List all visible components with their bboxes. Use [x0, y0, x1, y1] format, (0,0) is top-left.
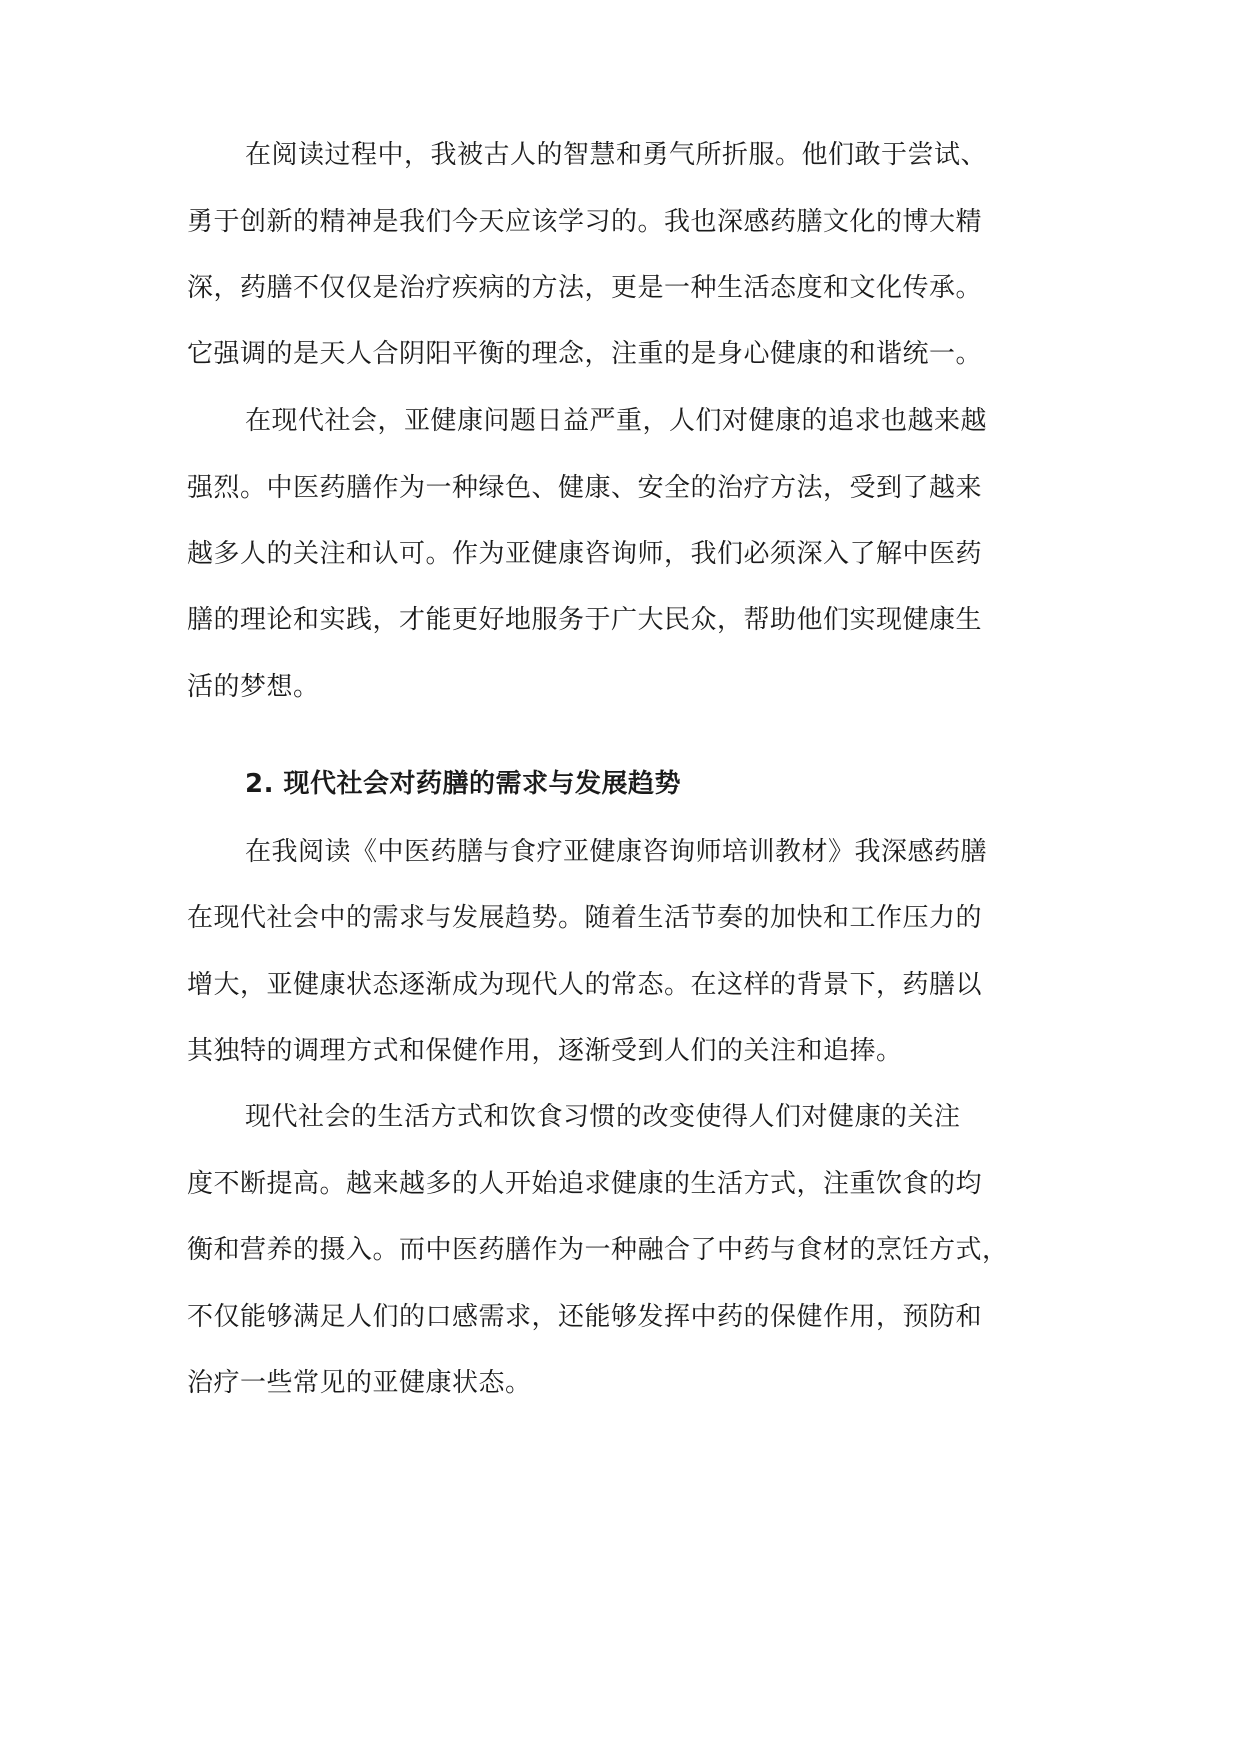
paragraph-3-line-3: 增大，亚健康状态逐渐成为现代人的常态。在这样的背景下，药膳以 [187, 970, 983, 1000]
paragraph-1-line-2: 勇于创新的精神是我们今天应该学习的。我也深感药膳文化的博大精 [187, 207, 983, 237]
paragraph-3-line-2: 在现代社会中的需求与发展趋势。随着生活节奏的加快和工作压力的 [187, 903, 983, 933]
paragraph-2-line-3: 越多人的关注和认可。作为亚健康咨询师，我们必须深入了解中医药 [187, 539, 983, 569]
paragraph-2-line-2: 强烈。中医药膳作为一种绿色、健康、安全的治疗方法，受到了越来 [187, 473, 983, 503]
paragraph-4-line-3: 衡和营养的摄入。而中医药膳作为一种融合了中药与食材的烹饪方式， [187, 1235, 1009, 1265]
paragraph-2-line-1: 在现代社会，亚健康问题日益严重，人们对健康的追求也越来越 [245, 406, 988, 436]
paragraph-1-line-1: 在阅读过程中，我被古人的智慧和勇气所折服。他们敢于尝试、 [245, 140, 988, 170]
paragraph-3-line-1: 在我阅读《中医药膳与食疗亚健康咨询师培训教材》我深感药膳 [245, 837, 988, 867]
section-heading: 2. 现代社会对药膳的需求与发展趋势 [245, 769, 682, 799]
paragraph-2-line-5: 活的梦想。 [187, 672, 320, 702]
paragraph-1-line-3: 深，药膳不仅仅是治疗疾病的方法，更是一种生活态度和文化传承。 [187, 273, 983, 303]
paragraph-3-line-4: 其独特的调理方式和保健作用，逐渐受到人们的关注和追捧。 [187, 1036, 903, 1066]
paragraph-4-line-4: 不仅能够满足人们的口感需求，还能够发挥中药的保健作用，预防和 [187, 1302, 983, 1332]
paragraph-4-line-5: 治疗一些常见的亚健康状态。 [187, 1368, 532, 1398]
paragraph-1-line-4: 它强调的是天人合阴阳平衡的理念，注重的是身心健康的和谐统一。 [187, 339, 983, 369]
paragraph-2-line-4: 膳的理论和实践，才能更好地服务于广大民众，帮助他们实现健康生 [187, 605, 983, 635]
paragraph-4-line-1: 现代社会的生活方式和饮食习惯的改变使得人们对健康的关注 [245, 1102, 961, 1132]
paragraph-4-line-2: 度不断提高。越来越多的人开始追求健康的生活方式，注重饮食的均 [187, 1169, 983, 1199]
